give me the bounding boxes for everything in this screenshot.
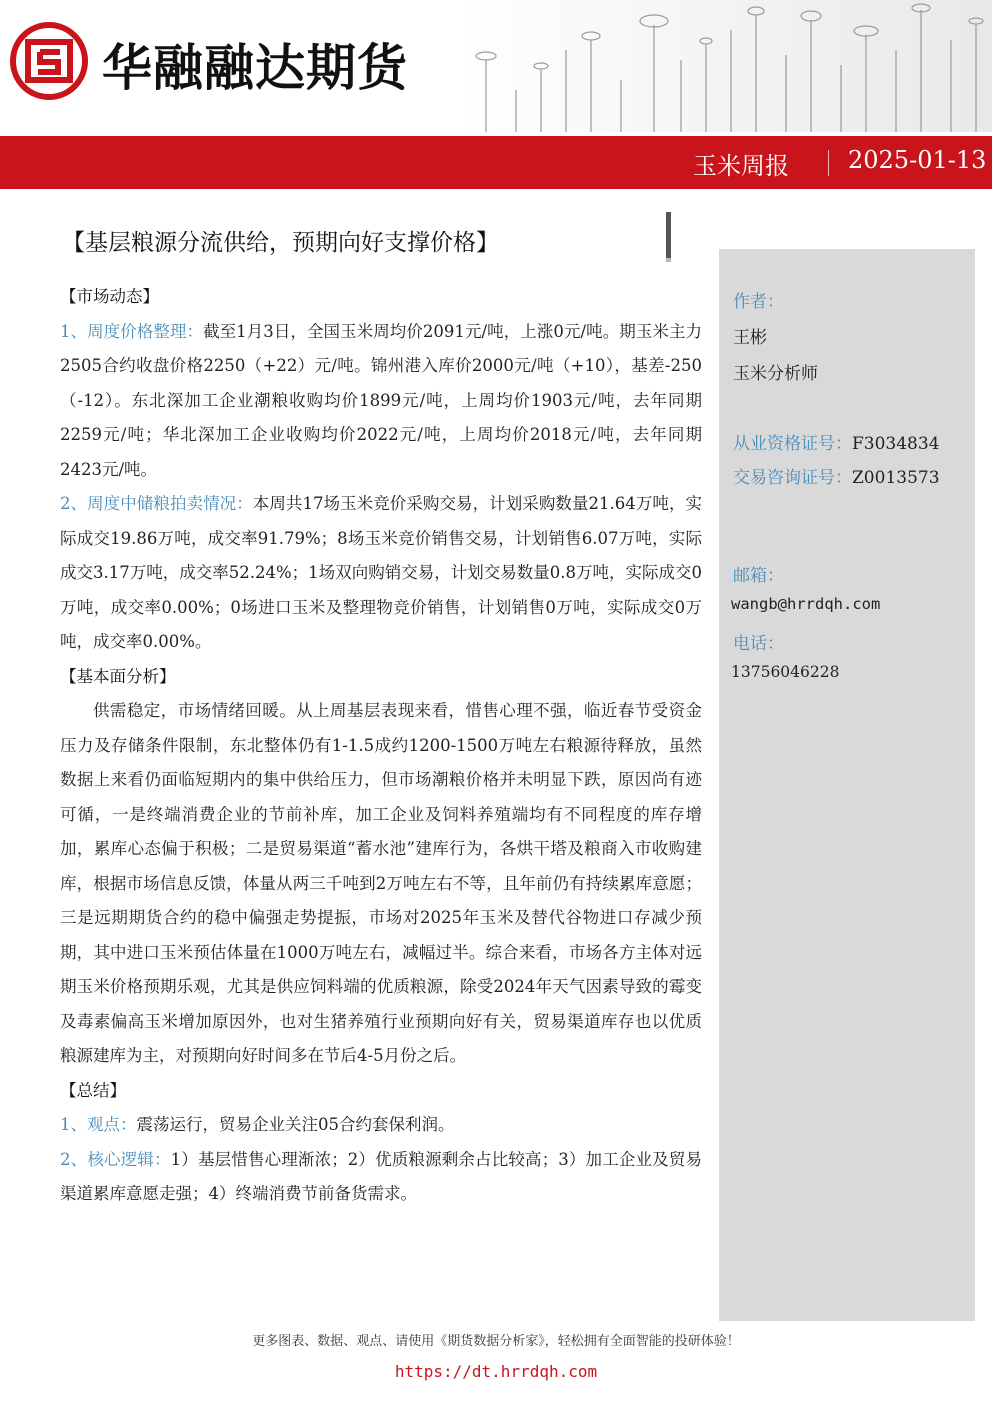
title-accent-bar bbox=[666, 212, 671, 258]
cert-value: F3034834 bbox=[852, 434, 940, 454]
report-type: 玉米周报 bbox=[693, 152, 789, 180]
fundamental-text: 供需稳定，市场情绪回暖。从上周基层表现来看，惜售心理不强，临近春节受资金压力及存储条件限制，东北整体仍有1-1.5成约1200-1500万吨左右粮源待释放，虽然数据上来看仍面临短期内的集中供给压力，但市场潮粮价格并未明显下跌，原因尚有迹可循，一是终端消费企业的节前补库，加工企业及饲料养殖端均有不同程度的库存增加，累库心态偏于积极；二是贸易渠道“蓄水池”建库行为，各烘干塔及粮商入市收购建库，根据市场信息反馈，体量从两三千吨到2万吨左右不等，且年前仍有持续累库意愿；三是远期期货合约的稳中偏强走势提振，市场对2025年玉米及替代谷物进口存减少预期，其中进口玉米预估体量在1000万吨左右，减幅过半。综合来看，市场各方主体对远期玉米价格预期乐观，尤其是供应饲料端的优质粮源，除受2024年天气因素导致的霉变及毒素偏高玉米增加原因外，也对生猪养殖行业预期向好有关，贸易渠道库存也以优质粮源建库为主，对预期向好时间多在节后4-5月份之后。 bbox=[60, 701, 702, 1065]
brand-logo bbox=[10, 22, 450, 108]
summary-item-2 bbox=[60, 1143, 702, 1212]
phone-value: 13756046228 bbox=[731, 663, 840, 681]
summary-heading: 【总结】 bbox=[60, 1080, 126, 1100]
cert-row bbox=[733, 429, 940, 454]
document-title: 【基层粮源分流供给，预期向好支撑价格】 bbox=[62, 230, 499, 256]
summary-item-1-label: 1、观点： bbox=[60, 1115, 137, 1134]
fundamental-heading: 【基本面分析】 bbox=[60, 666, 176, 686]
cert-label: 从业资格证号： bbox=[733, 434, 852, 454]
author-title: 玉米分析师 bbox=[733, 364, 818, 384]
market-heading: 【市场动态】 bbox=[60, 287, 159, 306]
brand-name: 华融融达期货 bbox=[102, 39, 408, 97]
footer-url-link[interactable]: https://dt.hrrdqh.com bbox=[394, 1362, 598, 1381]
summary-item-1 bbox=[60, 1108, 702, 1143]
author-name: 王彬 bbox=[733, 328, 767, 348]
summary-item-1-text: 震荡运行，贸易企业关注05合约套保利润。 bbox=[136, 1115, 455, 1134]
phone-label: 电话： bbox=[733, 634, 784, 654]
page-header bbox=[0, 0, 992, 136]
market-item-2-text: 本周共17场玉米竞价采购交易，计划采购数量21.64万吨，实际成交19.86万吨，成交率91.79%；8场玉米竞价销售交易，计划销售6.07万吨，实际成交3.17万吨，成交率52.24%；1场双向购销交易，计划交易数量0.8万吨，实际成交0万吨，成交率0.00%；0场进口玉米及整理物竞价销售，计划销售0万吨，实际成交0万吨，成交率0.00%。 bbox=[60, 494, 703, 651]
hrrd-logo-icon bbox=[10, 22, 88, 100]
header-decoration bbox=[456, 0, 992, 132]
footer-promo: 更多图表、数据、观点、请使用《期货数据分析家》，轻松拥有全面智能的投研体验！ bbox=[252, 1334, 740, 1349]
consult-row bbox=[733, 463, 940, 488]
banner-divider bbox=[828, 150, 829, 176]
summary-item-2-text: 1）基层惜售心理渐浓；2）优质粮源剩余占比较高；3）加工企业及贸易渠道累库意愿走强；4）终端消费节前备货需求。 bbox=[60, 1149, 702, 1203]
market-item-1-label: 1、周度价格整理： bbox=[60, 321, 204, 341]
summary-item-2-label: 2、核心逻辑： bbox=[60, 1149, 171, 1169]
consult-label: 交易咨询证号： bbox=[733, 468, 852, 488]
main-content bbox=[60, 280, 702, 1212]
report-date: 2025-01-13 bbox=[848, 146, 987, 174]
market-item-2 bbox=[60, 487, 702, 660]
email-label: 邮箱： bbox=[733, 566, 784, 586]
email-link[interactable]: wangb@hrrdqh.com bbox=[731, 595, 881, 613]
author-sidebar bbox=[719, 249, 975, 1321]
consult-value: Z0013573 bbox=[852, 468, 940, 488]
market-item-2-label: 2、周度中储粮拍卖情况： bbox=[60, 494, 253, 513]
title-accent-shadow bbox=[666, 258, 671, 262]
author-label: 作者： bbox=[733, 292, 784, 312]
market-item-1-text: 截至1月3日，全国玉米周均价2091元/吨，上涨0元/吨。期玉米主力2505合约收盘价格2250（+22）元/吨。锦州港入库价2000元/吨（+10），基差-250（-12）。东北深加工企业潮粮收购均价1899元/吨，上周均价1903元/吨，去年同期2259元/吨；华北深加工企业收购均价2022元/吨，上周均价2018元/吨，去年同期2423元/吨。 bbox=[60, 321, 703, 479]
report-banner bbox=[0, 136, 992, 189]
market-item-1 bbox=[60, 315, 702, 488]
